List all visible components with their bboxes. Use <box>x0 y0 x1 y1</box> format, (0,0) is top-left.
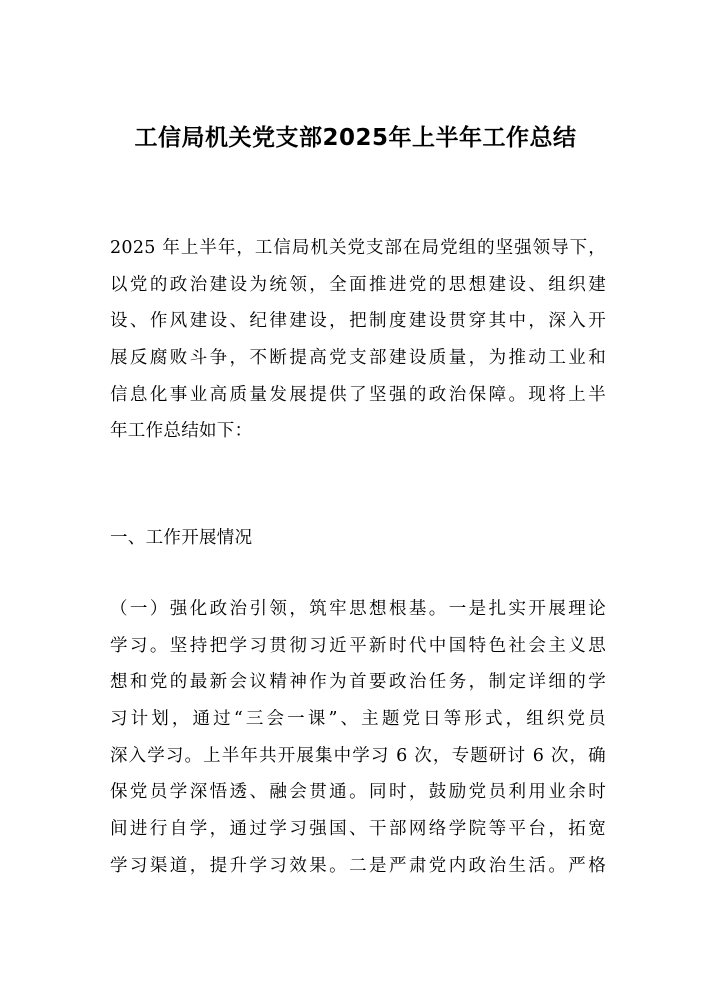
paragraph-line: 信息化事业高质量发展提供了坚强的政治保障。现将上半 <box>110 384 606 405</box>
paragraph-line: 2025 年上半年，工信局机关党支部在局党组的坚强领导下， <box>110 238 606 258</box>
paragraph-line: 学习渠道，提升学习效果。二是严肃党内政治生活。严格 <box>110 855 606 876</box>
paragraph-line: 间进行自学，通过学习强国、干部网络学院等平台，拓宽 <box>110 819 606 840</box>
section-heading: 一、工作开展情况 <box>110 528 253 548</box>
paragraph-line: 保党员学深悟透、融会贯通。同时，鼓励党员利用业余时 <box>110 782 606 803</box>
document-title: 工信局机关党支部2025年上半年工作总结 <box>134 125 577 151</box>
paragraph-line: 年工作总结如下： <box>110 421 253 442</box>
paragraph-line: 学习。坚持把学习贯彻习近平新时代中国特色社会主义思 <box>110 635 606 656</box>
paragraph-line: 深入学习。上半年共开展集中学习 6 次，专题研讨 6 次，确 <box>110 745 606 766</box>
paragraph-line: 以党的政治建设为统领，全面推进党的思想建设、组织建 <box>110 274 606 295</box>
paragraph-line: 展反腐败斗争，不断提高党支部建设质量，为推动工业和 <box>110 348 606 369</box>
section-paragraph <box>110 591 606 885</box>
intro-paragraph <box>110 230 606 450</box>
paragraph-line: 想和党的最新会议精神作为首要政治任务，制定详细的学 <box>110 672 606 693</box>
paragraph-line: 习计划，通过“三会一课”、主题党日等形式，组织党员 <box>110 709 606 730</box>
paragraph-line: （一）强化政治引领，筑牢思想根基。一是扎实开展理论 <box>110 599 606 619</box>
paragraph-line: 设、作风建设、纪律建设，把制度建设贯穿其中，深入开 <box>110 311 606 332</box>
